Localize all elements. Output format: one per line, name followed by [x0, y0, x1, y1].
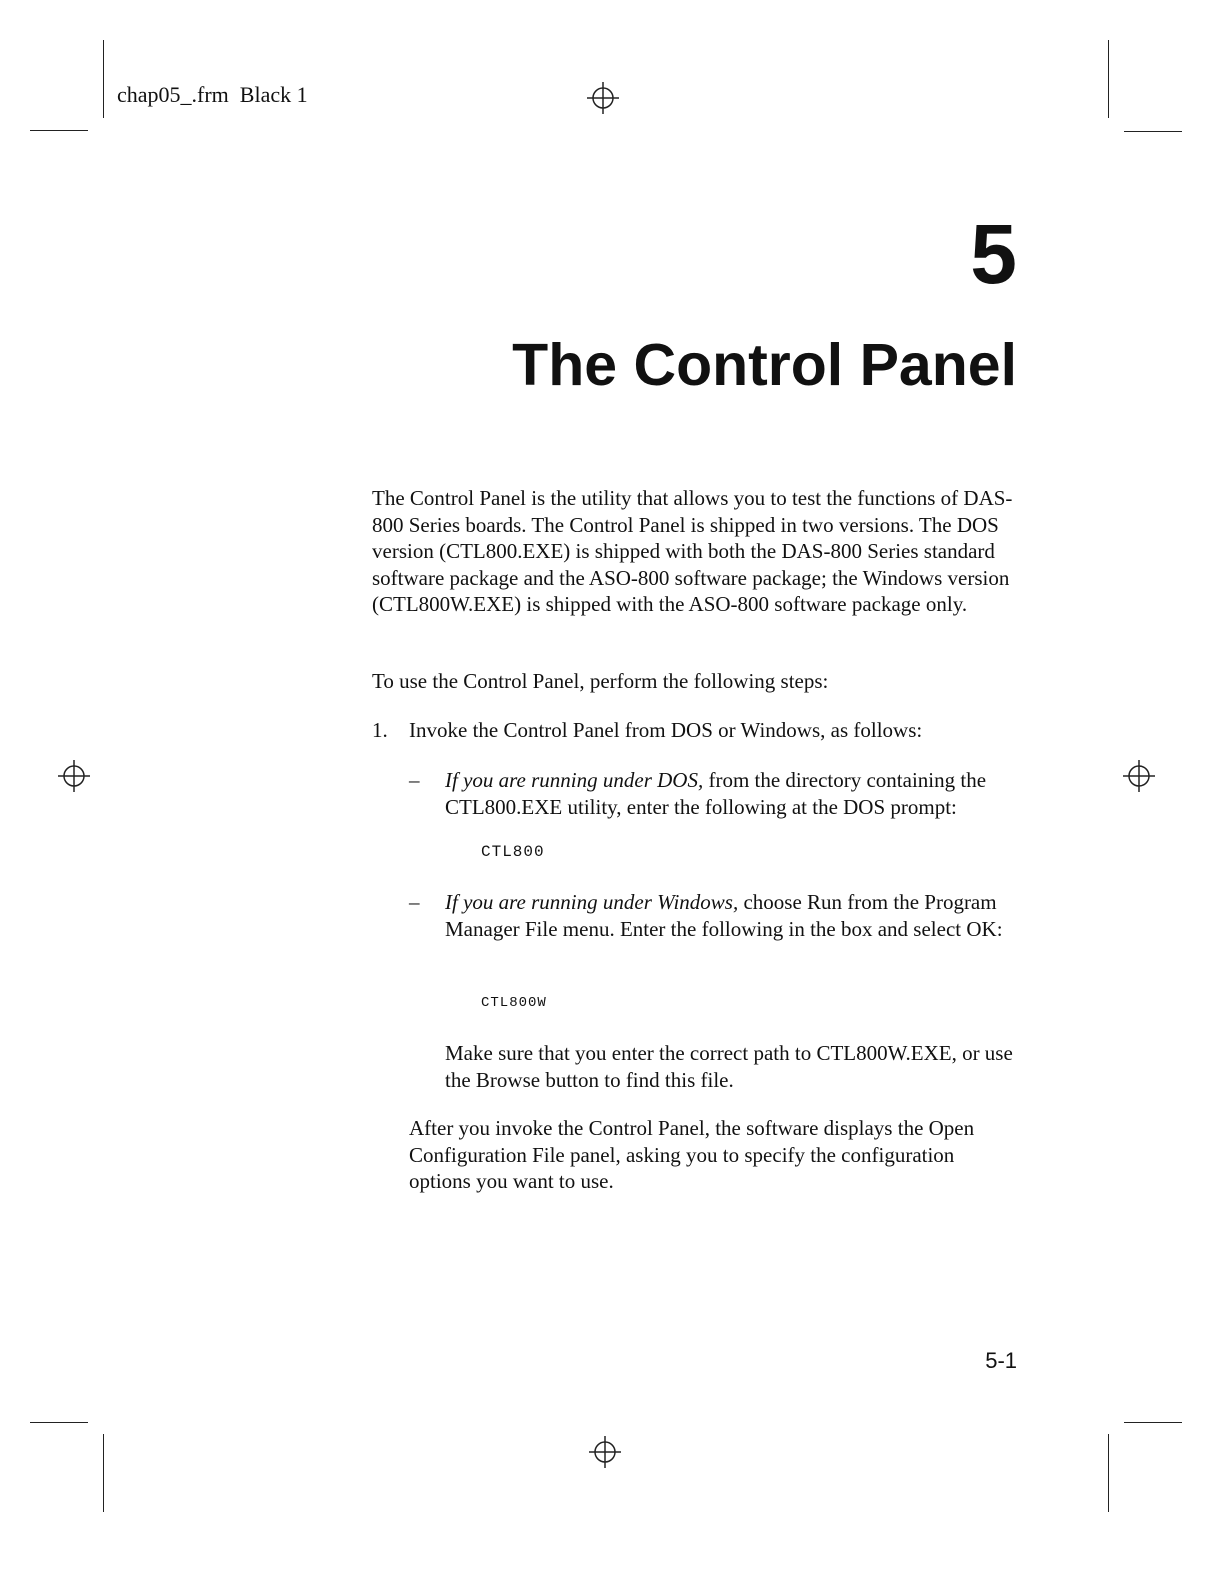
crop-mark: [103, 40, 104, 118]
bullet-windows-text: choose Run from the Program Manager File menu. Enter the following in the box and select OK:: [445, 890, 1003, 941]
bullet-dash: –: [409, 768, 420, 792]
slug-plate: Black 1: [239, 82, 308, 107]
chapter-title: The Control Panel: [512, 332, 1017, 398]
slug-file: chap05_.frm: [117, 82, 229, 107]
page-number: 5-1: [985, 1348, 1017, 1373]
bullet-dos-text: from the directory containing the CTL800.EXE utility, enter the following at the DOS prompt:: [445, 768, 987, 819]
crop-mark: [103, 1434, 104, 1512]
bullet-dos: [445, 767, 1025, 820]
bullet-dash: –: [409, 890, 420, 914]
bullet-windows: [445, 889, 1025, 942]
registration-mark-icon: [585, 80, 621, 116]
crop-mark: [1124, 131, 1182, 132]
code-ctl800w: CTL800W: [481, 995, 547, 1011]
crop-mark: [1124, 1422, 1182, 1423]
crop-mark: [1108, 1434, 1109, 1512]
intro-paragraph: The Control Panel is the utility that allows you to test the functions of DAS-800 Series boards. The Control Panel is shipped in two versions. The DOS version (CTL800.EXE) is shipped with both the DAS-800 Series standard software package and the ASO-800 software package; the Windows version (CTL800W.EXE) is shipped with the ASO-800 software package only.: [372, 486, 1013, 616]
registration-mark-icon: [56, 758, 92, 794]
step-text: Invoke the Control Panel from DOS or Windows, as follows:: [409, 718, 923, 742]
chapter-number: 5: [970, 207, 1017, 301]
crop-mark: [30, 1422, 88, 1423]
bullet-dos-lead: If you are running under DOS,: [445, 768, 704, 792]
steps-intro-paragraph: To use the Control Panel, perform the following steps:: [372, 669, 829, 693]
step-number: 1.: [372, 718, 388, 742]
file-slug: [117, 82, 308, 108]
windows-note: Make sure that you enter the correct path to CTL800W.EXE, or use the Browse button to find this file.: [445, 1041, 1013, 1092]
after-paragraph: After you invoke the Control Panel, the software displays the Open Configuration File panel, asking you to specify the configuration options you want to use.: [409, 1116, 975, 1193]
bullet-windows-lead: If you are running under Windows,: [445, 890, 739, 914]
crop-mark: [1108, 40, 1109, 118]
registration-mark-icon: [587, 1434, 623, 1470]
crop-mark: [30, 130, 88, 131]
code-ctl800: CTL800: [481, 843, 545, 861]
registration-mark-icon: [1121, 758, 1157, 794]
